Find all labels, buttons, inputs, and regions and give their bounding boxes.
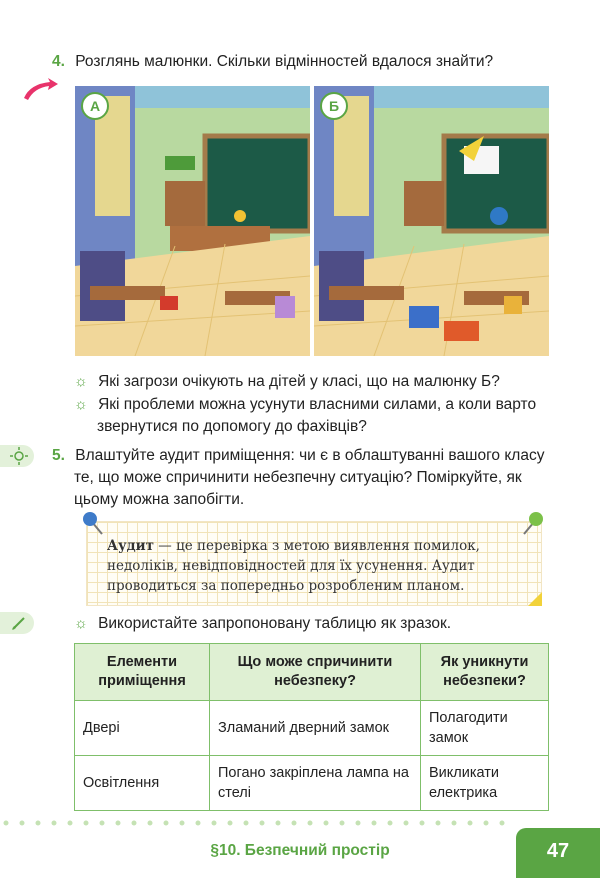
page-number: 47	[516, 828, 600, 878]
task-4-number: 4.	[52, 53, 65, 70]
task-5	[52, 445, 544, 467]
table-cell: Двері	[75, 701, 210, 756]
table-intro-text: Використайте запропоновану таблицю як зразок.	[98, 615, 452, 632]
definition-line2: недоліків, невідповідностей для їх усунення. Аудит	[107, 558, 475, 574]
pushpin-green-icon	[520, 510, 546, 538]
table-cell: Викликати електрика	[421, 756, 549, 811]
classroom-picture-b	[314, 86, 549, 356]
pink-arrow-icon	[20, 76, 60, 102]
question-2-text-line1: Які проблеми можна усунути власними силами, а коли варто	[98, 396, 537, 413]
task-5-line2: те, що може спричинити небезпечну ситуацію? Поміркуйте, як	[74, 469, 522, 486]
definition-line1: — це перевірка з метою виявлення помилок,	[154, 538, 480, 554]
sun-icon: ☼	[74, 373, 88, 390]
definition-line3: проводиться за попередньо розробленим планом.	[107, 578, 465, 594]
question-2-line2: звернутися по допомогу до фахівців?	[97, 418, 367, 435]
definition-text	[107, 536, 527, 596]
table-intro	[74, 613, 451, 635]
definition-note	[86, 521, 542, 606]
table-cell: Зламаний дверний замок	[210, 701, 421, 756]
side-tab-pencil-icon	[0, 612, 34, 634]
task-5-line1: Влаштуйте аудит приміщення: чи є в облаштуванні вашого класу	[75, 447, 545, 464]
classroom-illustration-b	[314, 86, 549, 356]
table-cell: Освітлення	[75, 756, 210, 811]
decorative-dots	[0, 820, 600, 826]
sun-icon: ☼	[74, 396, 88, 413]
column-header: Як уникнути небезпеки?	[421, 644, 549, 701]
definition-term: Аудит	[107, 538, 155, 554]
side-tab-group-icon	[0, 445, 34, 467]
audit-table	[74, 643, 549, 811]
panel-a-label: А	[81, 92, 109, 120]
task-5-line3: цьому можна запобігти.	[74, 491, 245, 508]
table-cell: Погано закріплена лампа на стелі	[210, 756, 421, 811]
task-4-text: Розглянь малюнки. Скільки відмінностей вдалося знайти?	[75, 53, 494, 70]
folded-corner-icon	[528, 592, 542, 606]
panel-b-label: Б	[320, 92, 348, 120]
classroom-picture-a	[75, 86, 310, 356]
question-2	[74, 394, 536, 416]
table-cell: Полагодити замок	[421, 701, 549, 756]
table-row	[75, 701, 549, 756]
column-header: Елементи приміщення	[75, 644, 210, 701]
table-row	[75, 756, 549, 811]
task-5-number: 5.	[52, 447, 65, 464]
task-4	[52, 51, 493, 73]
sun-icon: ☼	[74, 615, 88, 632]
question-1	[74, 371, 500, 393]
section-title: §10. Безпечний простір	[210, 842, 390, 859]
pushpin-blue-icon	[80, 510, 106, 538]
question-1-text: Які загрози очікують на дітей у класі, що на малюнку Б?	[98, 373, 500, 390]
column-header: Що може спричинити небезпеку?	[210, 644, 421, 701]
classroom-illustration-a	[75, 86, 310, 356]
table-header-row	[75, 644, 549, 701]
